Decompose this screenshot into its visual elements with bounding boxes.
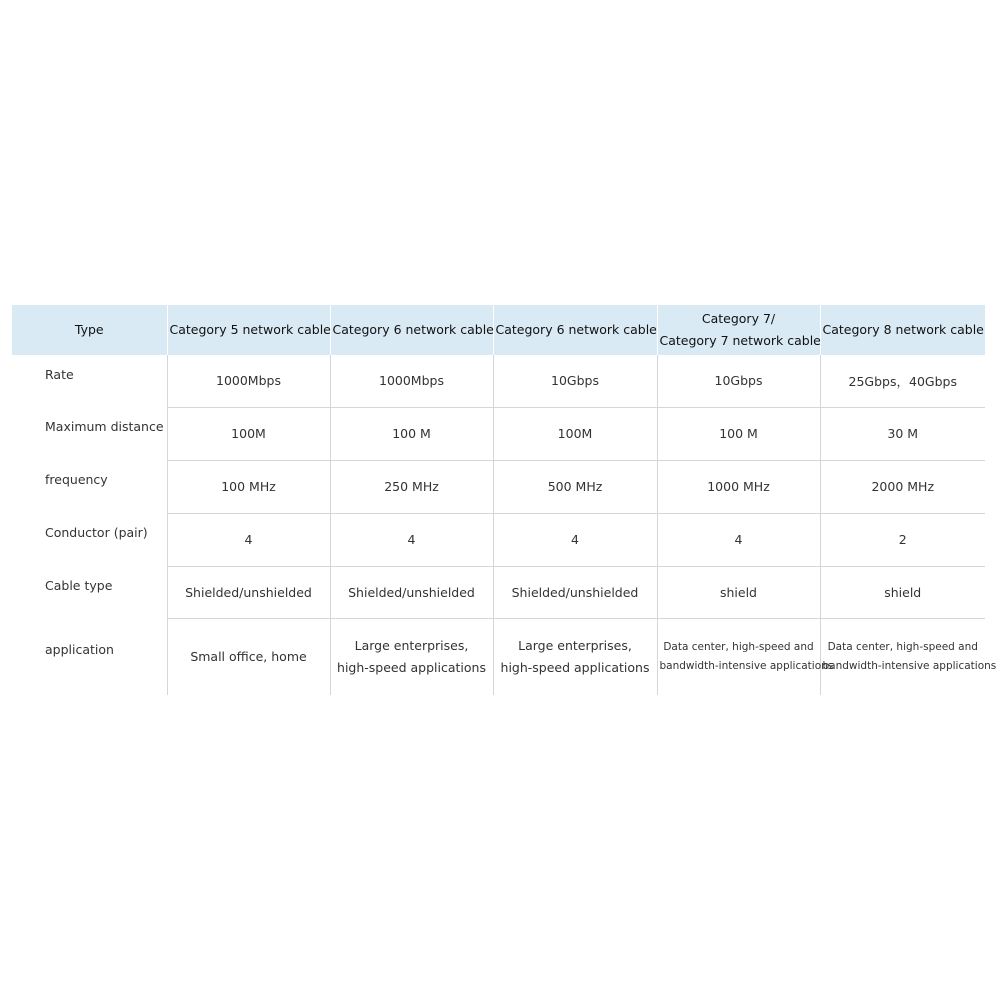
table-row-distance (12, 407, 985, 460)
table-cell: 2000 MHz (820, 460, 985, 513)
table-cell: 100 M (330, 407, 493, 460)
table-cell: 100 MHz (167, 460, 330, 513)
table-cell: Shielded/unshielded (167, 566, 330, 618)
row-label-cable-type: Cable type (45, 578, 113, 593)
table-cell: 1000 MHz (657, 460, 820, 513)
table-cell: 4 (493, 513, 657, 566)
table-cell: 250 MHz (330, 460, 493, 513)
table-row-conductor (12, 513, 985, 566)
table-cell: shield (657, 566, 820, 618)
table-cell: 4 (657, 513, 820, 566)
cable-comparison-table-container (12, 305, 997, 695)
table-cell: Data center, high-speed and bandwidth-intensive applications (820, 618, 985, 695)
header-cat6a: Category 6 network cable (493, 305, 657, 355)
cable-comparison-table (12, 305, 997, 695)
table-cell: 100M (167, 407, 330, 460)
table-cell: Small office, home (167, 618, 330, 695)
header-cat5: Category 5 network cable (167, 305, 330, 355)
table-cell: Large enterprises, high-speed applications (330, 618, 493, 695)
header-cat8: Category 8 network cable (820, 305, 985, 355)
table-cell: 30 M (820, 407, 985, 460)
table-cell: 1000Mbps (167, 355, 330, 407)
table-cell: Data center, high-speed and bandwidth-intensive applications (657, 618, 820, 695)
table-row-frequency (12, 460, 985, 513)
table-cell: Shielded/unshielded (330, 566, 493, 618)
table-cell: Shielded/unshielded (493, 566, 657, 618)
header-cat6: Category 6 network cable (330, 305, 493, 355)
table-cell: 25Gbps，40Gbps (820, 355, 985, 407)
table-cell: 10Gbps (657, 355, 820, 407)
header-row (12, 305, 985, 355)
table-cell: 10Gbps (493, 355, 657, 407)
header-type: Type (74, 322, 104, 337)
table-cell: 4 (330, 513, 493, 566)
header-cat7: Category 7/ Category 7 network cable (657, 305, 820, 355)
table-cell: 4 (167, 513, 330, 566)
row-label-frequency: frequency (45, 472, 108, 487)
row-label-distance: Maximum distance (45, 419, 164, 434)
table-cell: 500 MHz (493, 460, 657, 513)
table-row-application (12, 618, 985, 695)
table-row-rate (12, 355, 985, 407)
row-label-application: application (45, 642, 114, 657)
table-cell: 100M (493, 407, 657, 460)
table-cell: shield (820, 566, 985, 618)
table-cell: 1000Mbps (330, 355, 493, 407)
row-label-rate: Rate (45, 367, 74, 382)
table-cell: Large enterprises, high-speed applications (493, 618, 657, 695)
table-cell: 100 M (657, 407, 820, 460)
row-label-conductor: Conductor (pair) (45, 525, 148, 540)
table-cell: 2 (820, 513, 985, 566)
table-row-cable-type (12, 566, 985, 618)
